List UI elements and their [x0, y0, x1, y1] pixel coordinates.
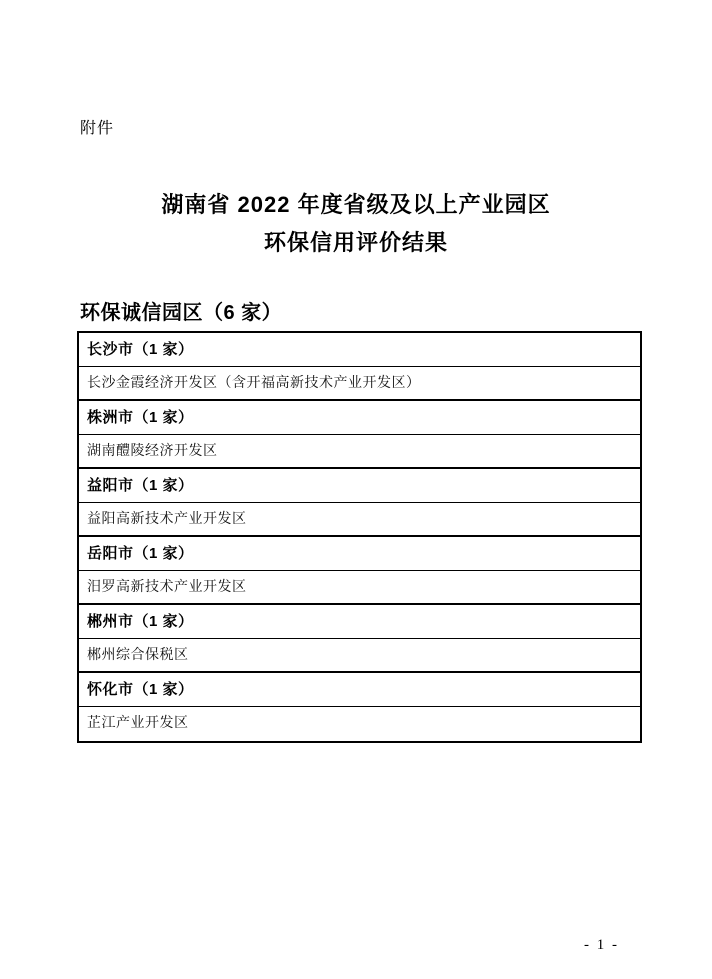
table-row-city: 益阳市（1 家）	[79, 469, 640, 503]
table-row-park: 益阳高新技术产业开发区	[79, 503, 640, 537]
document-title-line-2: 环保信用评价结果	[263, 230, 448, 255]
document-title-line-1: 湖南省 2022 年度省级及以上产业园区	[161, 192, 551, 217]
table-row-city: 岳阳市（1 家）	[79, 537, 640, 571]
table-row-park: 湖南醴陵经济开发区	[79, 435, 640, 469]
table-row-park: 长沙金霞经济开发区（含开福高新技术产业开发区）	[79, 367, 640, 401]
table-row-city: 怀化市（1 家）	[79, 673, 640, 707]
document-title	[0, 186, 712, 262]
table-row-park: 芷江产业开发区	[87, 716, 189, 731]
table-row-park: 郴州综合保税区	[79, 639, 640, 673]
table-row-city: 郴州市（1 家）	[79, 605, 640, 639]
table-row-city: 株洲市（1 家）	[79, 401, 640, 435]
section-heading: 环保诚信园区（6 家）	[80, 302, 283, 324]
page-number: - 1 -	[584, 937, 619, 953]
table-row-park: 汨罗高新技术产业开发区	[79, 571, 640, 605]
attachment-label: 附件	[80, 120, 115, 137]
credit-park-table	[77, 331, 642, 743]
table-row-city: 长沙市（1 家）	[79, 333, 640, 367]
